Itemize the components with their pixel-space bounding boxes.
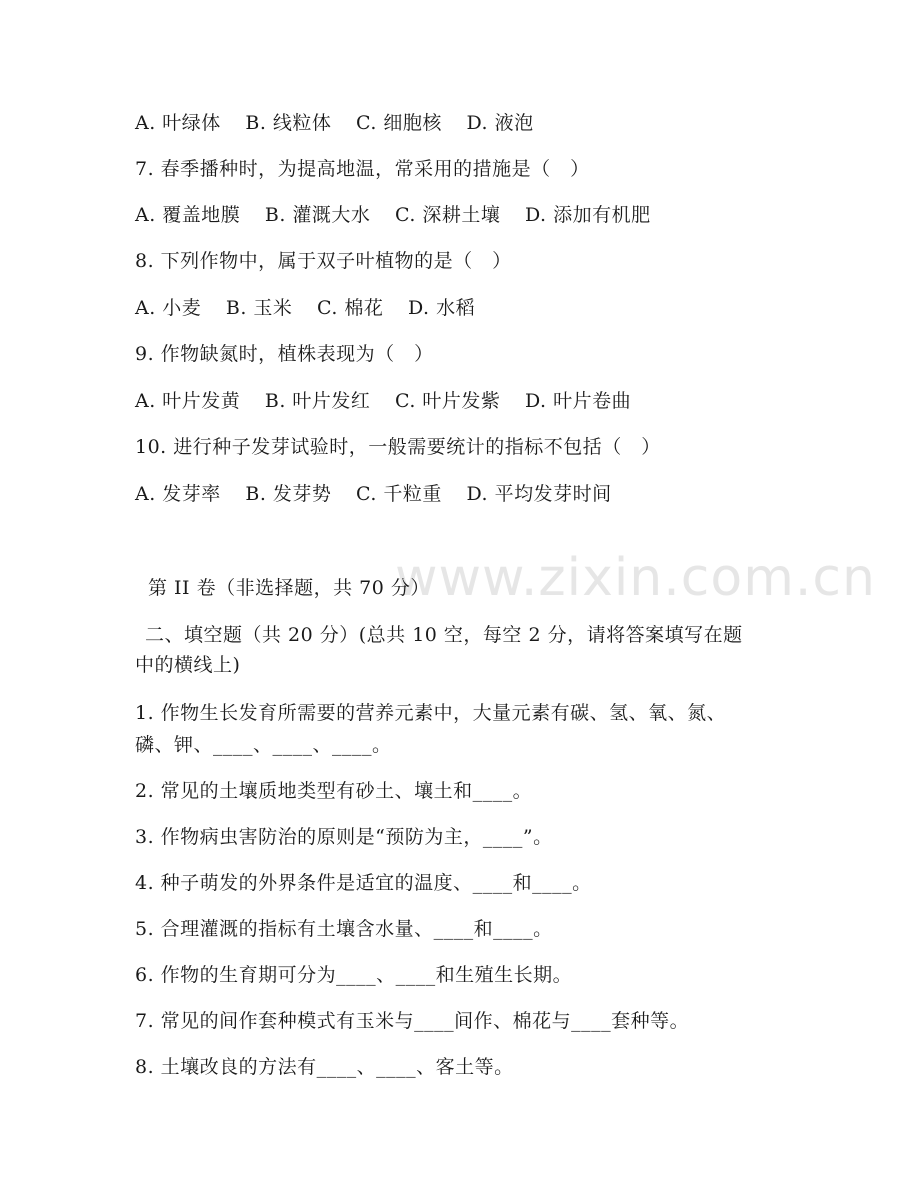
option-b: B. 玉米 xyxy=(225,297,293,319)
section-2-instruction-line-2: 中的横线上) xyxy=(135,654,241,676)
fill-question-2: 2. 常见的土壤质地类型有砂土、壤土和____。 xyxy=(135,780,533,802)
fill-question-3: 3. 作物病虫害防治的原则是“预防为主，____”。 xyxy=(135,826,553,848)
option-c: C. 叶片发紫 xyxy=(394,390,501,412)
option-c: C. 棉花 xyxy=(316,297,384,319)
question-9-options xyxy=(135,388,631,414)
question-9-stem: 9. 作物缺氮时，植株表现为（ ） xyxy=(135,343,434,365)
fill-question-8: 8. 土壤改良的方法有____、____、客土等。 xyxy=(135,1056,514,1078)
option-a: A. 覆盖地膜 xyxy=(135,204,241,226)
section-2-instruction-line-1: 二、填空题（共 20 分）(总共 10 空，每空 2 分，请将答案填写在题 xyxy=(145,624,743,646)
question-7-stem: 7. 春季播种时，为提高地温，常采用的措施是（ ） xyxy=(135,158,590,180)
part-2-heading: 第 II 卷（非选择题，共 70 分） xyxy=(148,577,430,599)
option-b: B. 灌溉大水 xyxy=(264,204,371,226)
option-a: A. 发芽率 xyxy=(135,483,221,505)
option-d: D. 液泡 xyxy=(466,112,534,134)
option-b: B. 发芽势 xyxy=(245,483,332,505)
option-d: D. 水稻 xyxy=(407,297,476,319)
option-c: C. 千粒重 xyxy=(355,483,442,505)
question-10-options xyxy=(135,481,612,507)
option-d: D. 平均发芽时间 xyxy=(466,483,612,505)
fill-question-4: 4. 种子萌发的外界条件是适宜的温度、____和____。 xyxy=(135,872,592,894)
fill-question-6: 6. 作物的生育期可分为____、____和生殖生长期。 xyxy=(135,964,573,986)
option-d: D. 叶片卷曲 xyxy=(524,390,632,412)
option-b: B. 叶片发红 xyxy=(264,390,371,412)
question-7-options xyxy=(135,202,651,228)
watermark: www.zixin.com.cn xyxy=(395,548,876,608)
fill-question-1-line-2: 磷、钾、____、____、____。 xyxy=(135,734,392,756)
fill-question-1-line-1: 1. 作物生长发育所需要的营养元素中，大量元素有碳、氢、氧、氮、 xyxy=(135,702,727,724)
question-6-options xyxy=(135,110,534,136)
fill-question-7: 7. 常见的间作套种模式有玉米与____间作、棉花与____套种等。 xyxy=(135,1010,690,1032)
option-a: A. 叶片发黄 xyxy=(135,390,241,412)
option-a: A. 叶绿体 xyxy=(135,112,221,134)
fill-question-5: 5. 合理灌溉的指标有土壤含水量、____和____。 xyxy=(135,918,553,940)
option-c: C. 细胞核 xyxy=(355,112,442,134)
question-10-stem: 10. 进行种子发芽试验时，一般需要统计的指标不包括（ ） xyxy=(135,436,661,458)
option-b: B. 线粒体 xyxy=(245,112,332,134)
question-8-options xyxy=(135,295,475,321)
option-d: D. 添加有机肥 xyxy=(524,204,651,226)
question-8-stem: 8. 下列作物中，属于双子叶植物的是（ ） xyxy=(135,250,512,272)
option-c: C. 深耕土壤 xyxy=(394,204,501,226)
option-a: A. 小麦 xyxy=(135,297,202,319)
